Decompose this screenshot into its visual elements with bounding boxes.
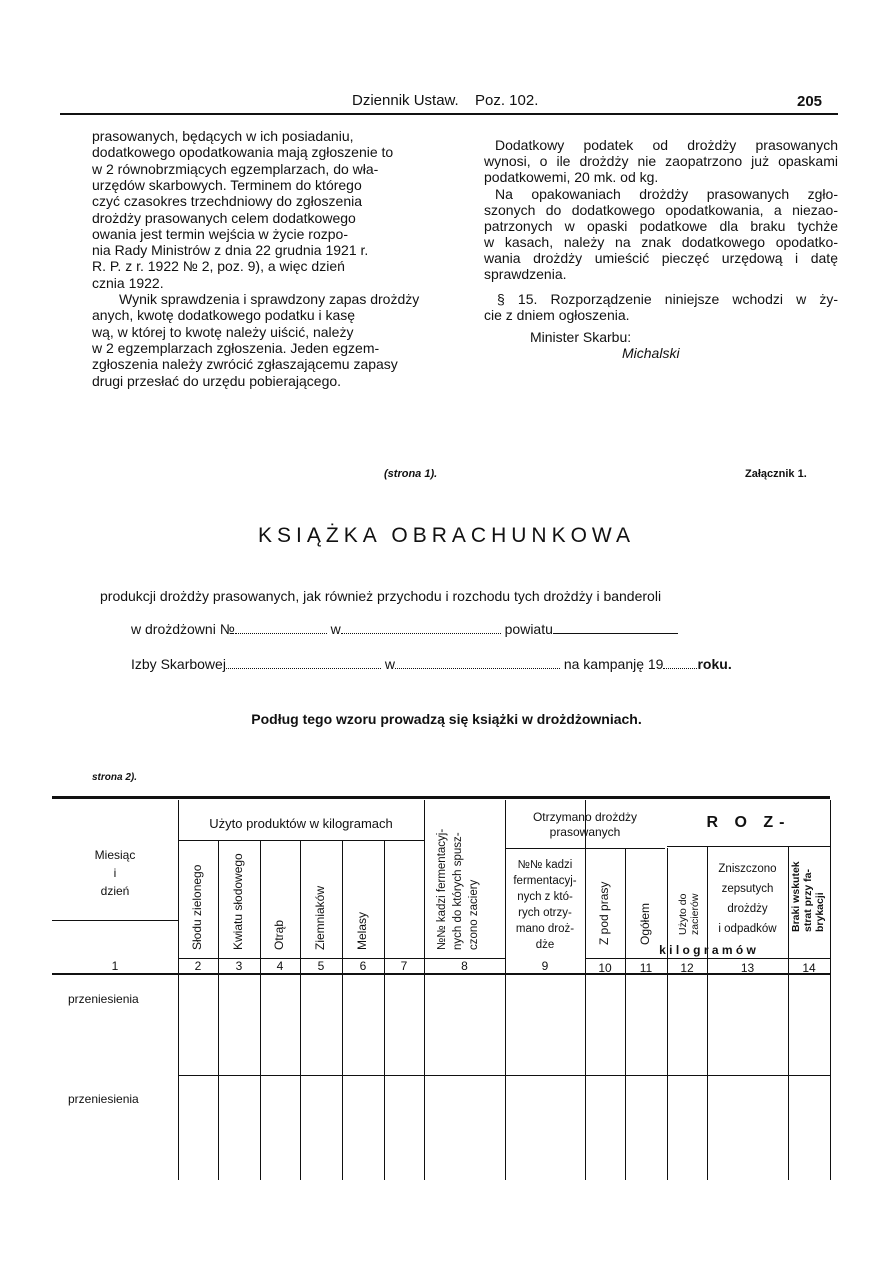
column-rule — [300, 840, 301, 1180]
column-number: 5 — [317, 959, 325, 973]
column-number: 13 — [740, 961, 755, 975]
paragraph-line: wynosi, o ile drożdży nie zaopatrzono już opaskami — [484, 153, 838, 169]
column-number: 1 — [111, 959, 119, 973]
field-place-2[interactable] — [395, 668, 560, 669]
paragraph-line: cznia 1922. — [92, 274, 164, 291]
page1-label: (strona 1). — [384, 468, 438, 480]
paragraph-line: prasowanych, będących w ich posiadaniu, — [92, 128, 354, 144]
paragraph-line: w 2 równobrzmiących egzemplarzach, do wła- — [92, 160, 379, 177]
field-chamber[interactable] — [226, 668, 381, 669]
column-rule — [505, 800, 506, 1180]
paragraph-line: anych, kwotę dodatkowego podatku i kasę — [92, 307, 356, 324]
page-number: 205 — [797, 93, 823, 110]
column-rule — [384, 840, 385, 1180]
form-line-2 — [131, 656, 732, 672]
header-destroyed: i odpadków — [718, 923, 777, 935]
form-line-1 — [131, 621, 678, 637]
paragraph-line: drugi przesłać do urzędu pobierającego. — [92, 372, 342, 389]
header-rule — [60, 113, 838, 115]
header-from-press: Z pod prasy — [597, 881, 611, 945]
column-rule — [625, 848, 626, 1180]
label-roku: roku. — [697, 656, 732, 672]
header-received-vats: dże — [535, 939, 555, 951]
label-w: w — [330, 621, 341, 637]
paragraph-line: cie z dniem ogłoszenia. — [484, 307, 630, 323]
units-label: k i l o g r a m ó w — [659, 943, 756, 957]
column-number: 4 — [276, 959, 284, 973]
label-drozdzownia: w drożdżowni № — [131, 621, 235, 637]
header-total: Ogółem — [638, 902, 652, 945]
column-number: 10 — [598, 961, 612, 975]
header-destroyed: Zniszczono — [718, 863, 777, 875]
row-label: przeniesienia — [68, 1092, 139, 1106]
table-rule — [667, 846, 830, 847]
label-w2: w — [384, 656, 395, 672]
paragraph-line: czyć czasokres trzechdniowy do zgłoszenia — [92, 193, 363, 210]
field-district[interactable] — [553, 633, 678, 634]
header-melasy: Melasy — [355, 911, 369, 950]
paragraph-line: Dodatkowy podatek od drożdży prasowanych — [495, 137, 838, 153]
column-rule — [218, 840, 219, 1180]
header-received-vats: rych otrzy- — [518, 907, 572, 919]
header-vat-numbers: nych do których spusz- — [452, 832, 464, 950]
column-number: 7 — [400, 959, 408, 973]
field-number[interactable] — [235, 633, 327, 634]
row-label: przeniesienia — [68, 992, 139, 1006]
column-number: 8 — [461, 959, 468, 973]
header-slod: Słodu zielonego — [190, 864, 204, 950]
header-destroyed: drożdży — [727, 903, 768, 915]
header-vat-numbers: №№ kadzi fermentacyj- — [436, 828, 448, 950]
header-kwiat: Kwiatu słodowego — [231, 853, 245, 950]
group-used-header: Użyto produktów w kilogramach — [209, 816, 393, 831]
header-month-day: i — [113, 866, 117, 880]
column-number: 3 — [235, 959, 243, 973]
column-rule — [788, 846, 789, 1180]
header-destroyed: zepsutych — [721, 883, 774, 895]
label-izby: Izby Skarbowej — [131, 656, 226, 672]
field-place[interactable] — [341, 633, 501, 634]
column-rule — [178, 800, 179, 1180]
paragraph-line: podatkowemi, 20 mk. od kg. — [484, 169, 659, 185]
annex-title: KSIĄŻKA OBRACHUNKOWA — [258, 524, 635, 547]
paragraph-line: dodatkowego opodatkowania mają zgłoszenie to — [92, 144, 394, 161]
signature-title: Minister Skarbu: — [530, 329, 632, 345]
column-number: 2 — [194, 959, 202, 973]
header-month-day: dzień — [100, 884, 130, 898]
column-number: 12 — [680, 961, 694, 975]
table-rule — [178, 840, 424, 841]
header-received-vats: №№ kadzi — [517, 859, 573, 871]
paragraph-line: w kasach, należy na znak dodatkowego opodatko- — [484, 234, 838, 250]
paragraph-line: wania drożdży umieścić pieczęć urzędową i datę — [484, 250, 838, 266]
paragraph-line: nia Rady Ministrów z dnia 22 grudnia 1921 r. — [92, 242, 369, 259]
field-year[interactable] — [663, 668, 697, 669]
paragraph-line: drożdży prasowanych celem dodatkowego — [92, 209, 356, 226]
paragraph-line: owania jest termin wejścia w życie rozpo- — [92, 225, 348, 242]
label-powiatu: powiatu — [504, 621, 553, 637]
header-used-mash: Użyto do — [677, 893, 689, 935]
paragraph-line: Wynik sprawdzenia i sprawdzony zapas drożdży — [119, 291, 420, 307]
paragraph-line: w 2 egzemplarzach zgłoszenia. Jeden egzem- — [92, 339, 380, 356]
table-rule — [178, 1075, 830, 1076]
header-received-vats: nych z któ- — [517, 891, 573, 903]
header-vat-numbers: czono zaciery — [468, 879, 480, 950]
position-number: Poz. 102. — [475, 92, 539, 109]
column-rule — [830, 800, 831, 1180]
column-rule — [260, 840, 261, 1180]
column-number: 9 — [541, 959, 549, 973]
table-rule — [52, 920, 178, 921]
table-top-rule — [52, 796, 830, 799]
header-losses: brykacji — [814, 892, 826, 932]
header-losses: strat przy fa- — [802, 868, 814, 932]
header-used-mash: zacierów — [689, 893, 701, 935]
paragraph-line: zgłoszenia należy zwrócić zgłaszającemu zapasy — [92, 356, 398, 373]
column-rule — [342, 840, 343, 1180]
paragraph-line: wą, w której to kwotę należy uiścić, należy — [92, 323, 354, 340]
header-losses: Braki wskutek — [790, 861, 802, 932]
paragraph-line: § 15. Rozporządzenie niniejsze wchodzi w ży- — [497, 291, 838, 307]
annex-label: Załącznik 1. — [745, 468, 807, 480]
column-rule — [424, 800, 425, 1180]
page2-label: strona 2). — [92, 772, 138, 783]
group-roz-header: R O Z- — [706, 814, 791, 831]
header-ziemniaki: Ziemniaków — [313, 885, 327, 950]
paragraph-line: szonych do dodatkowego opodatkowania, a niezao- — [484, 202, 838, 218]
annex-note: Podług tego wzoru prowadzą się książki w drożdżowniach. — [251, 711, 642, 727]
paragraph-line: patrzonych w opaski podatkowe dla braku tychże — [484, 218, 838, 234]
column-number: 6 — [359, 959, 367, 973]
group-received-header: Otrzymano drożdży prasowanych — [532, 810, 638, 839]
column-rule — [585, 800, 586, 1180]
signature-name: Michalski — [622, 345, 680, 361]
annex-subtitle: produkcji drożdży prasowanych, jak również przychodu i rozchodu tych drożdży i banderoli — [100, 588, 662, 604]
column-number: 11 — [639, 961, 653, 975]
paragraph-line: R. P. z r. 1922 № 2, poz. 9), a więc dzień — [92, 258, 345, 275]
column-number: 14 — [802, 961, 816, 975]
header-month-day: Miesiąc — [94, 848, 136, 862]
paragraph-line: Na opakowaniach drożdży prasowanych zgło- — [495, 186, 838, 202]
header-received-vats: fermentacyj- — [513, 875, 577, 887]
header-otreby: Otrąb — [272, 919, 286, 950]
paragraph-line: urzędów skarbowych. Terminem do którego — [92, 176, 362, 193]
label-kampania: na kampanję 19 — [563, 656, 664, 672]
journal-title: Dziennik Ustaw. — [352, 92, 459, 109]
paragraph-line: sprawdzenia. — [484, 266, 567, 282]
header-received-vats: mano droż- — [515, 923, 575, 935]
column-rule — [667, 848, 668, 1180]
